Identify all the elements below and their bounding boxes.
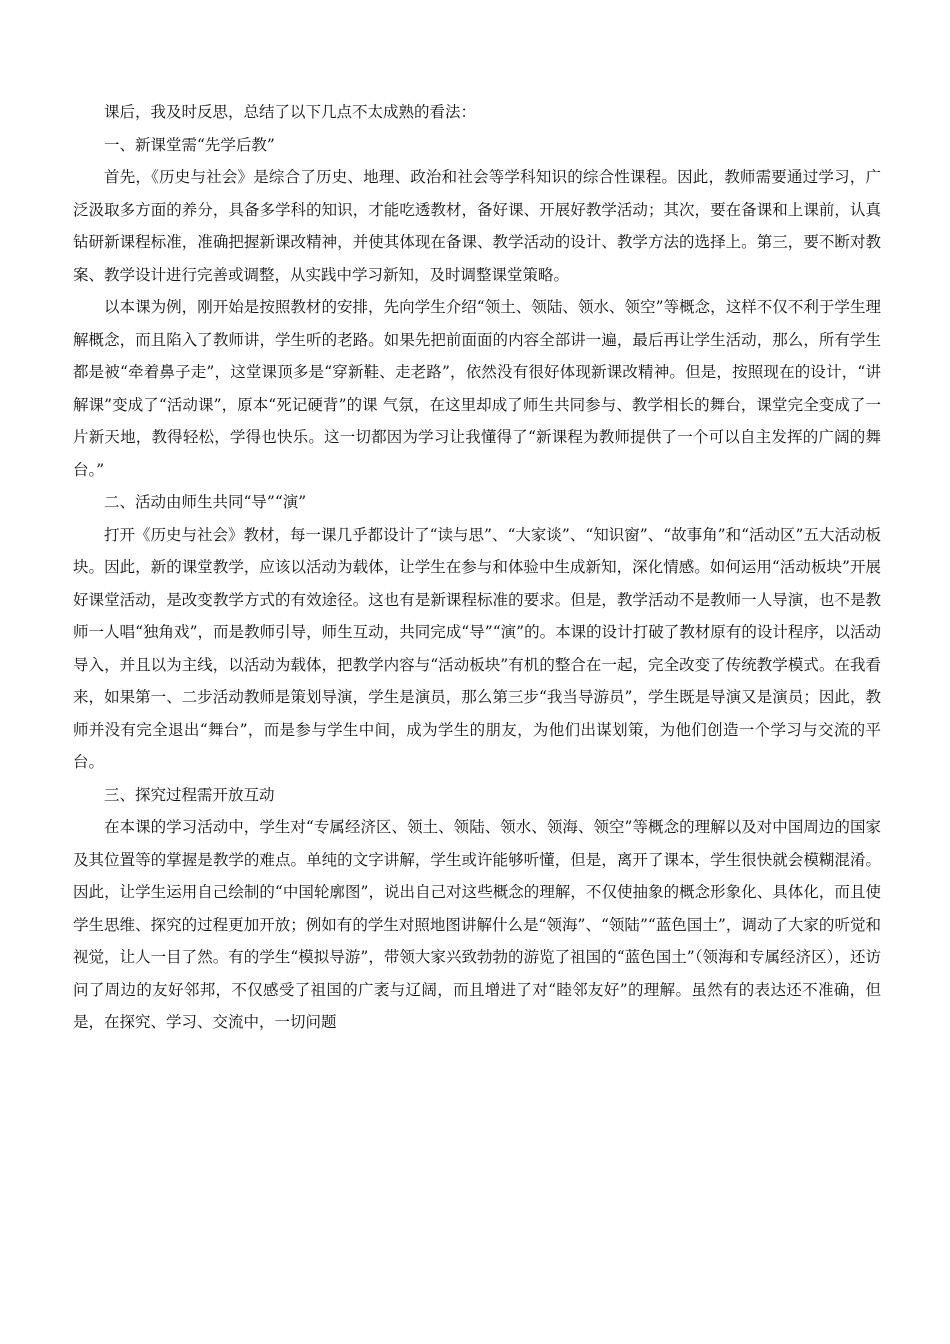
body-paragraph: 首先，《历史与社会》是综合了历史、地理、政治和社会等学科知识的综合性课程。因此，教师需要通过学习，广泛汲取多方面的养分，具备多学科的知识，才能吃透教材，备好课、开展好教学活动；其次，要在备课和上课前，认真钻研新课程标准，准确把握新课改精神，并使其体现在备课、教学活动的设计、教学方法的选择上。第三，要不断对教案、教学设计进行完善或调整，从实践中学习新知，及时调整课堂策略。 [73, 168, 881, 284]
body-paragraph: 以本课为例，刚开始是按照教材的安排，先向学生介绍“领土、领陆、领水、领空”等概念，这样不仅不利于学生理解概念，而且陷入了教师讲，学生听的老路。如果先把前面面的内容全部讲一遍，最后再让学生活动，那么，所有学生都是被“牵着鼻子走”，这堂课顶多是“穿新鞋、走老路”，依然没有很好体现新课改精神。但是，按照现在的设计，“讲解课”变成了“活动课”，原本“死记硬背”的课 气氛，在这里却成了师生共同参与、教学相长的舞台，课堂完全变成了一片新天地，教得轻松，学得也快乐。这一切都因为学习让我懂得了“新课程为教师提供了一个可以自主发挥的广阔的舞台。” [73, 298, 881, 479]
section-heading-3: 三、探究过程需开放互动 [104, 785, 275, 804]
document-body [73, 96, 881, 1039]
body-paragraph: 打开《历史与社会》教材，每一课几乎都设计了“读与思”、“大家谈”、“知识窗”、“故事角”和“活动区”五大活动板块。因此，新的课堂教学，应该以活动为载体，让学生在参与和体验中生成新知，深化情感。如何运用“活动板块”开展好课堂活动，是改变教学方式的有效途径。这也有是新课程标准的要求。但是，教学活动不是教师一人导演，也不是教师一人唱“独角戏”，而是教师引导，师生互动，共同完成“导”“演”的。本课的设计打破了教材原有的设计程序，以活动导入，并且以为主线，以活动为载体，把教学内容与“活动板块”有机的整合在一起，完全改变了传统教学模式。在我看来，如果第一、二步活动教师是策划导演，学生是演员，那么第三步“我当导游员”，学生既是导演又是演员；因此，教师并没有完全退出“舞台”，而是参与学生中间，成为学生的朋友，为他们出谋划策，为他们创造一个学习与交流的平台。 [73, 525, 881, 771]
section-heading-2: 二、活动由师生共同“导”“演” [104, 493, 307, 511]
section-heading-1: 一、新课堂需“先学后教” [104, 135, 275, 154]
intro-paragraph: 课后，我及时反思，总结了以下几点不太成熟的看法： [104, 103, 477, 121]
body-paragraph: 在本课的学习活动中，学生对“专属经济区、领土、领陆、领水、领海、领空”等概念的理解以及对中国周边的国家及其位置等的掌握是教学的难点。单纯的文字讲解，学生或许能够听懂，但是，离开了课本，学生很快就会模糊混淆。因此，让学生运用自己绘制的“中国轮廓图”，说出自己对这些概念的理解，不仅使抽象的概念形象化、具体化，而且使学生思维、探究的过程更加开放；例如有的学生对照地图讲解什么是“领海”、“领陆”“蓝色国土”，调动了大家的听觉和视觉，让人一目了然。有的学生“模拟导游”，带领大家兴致勃勃的游览了祖国的“蓝色国土”（领海和专属经济区），还访问了周边的友好邻邦，不仅感受了祖国的广袤与辽阔，而且增进了对“睦邻友好”的理解。虽然有的表达还不准确，但是，在探究、学习、交流中，一切问题 [73, 818, 881, 1031]
